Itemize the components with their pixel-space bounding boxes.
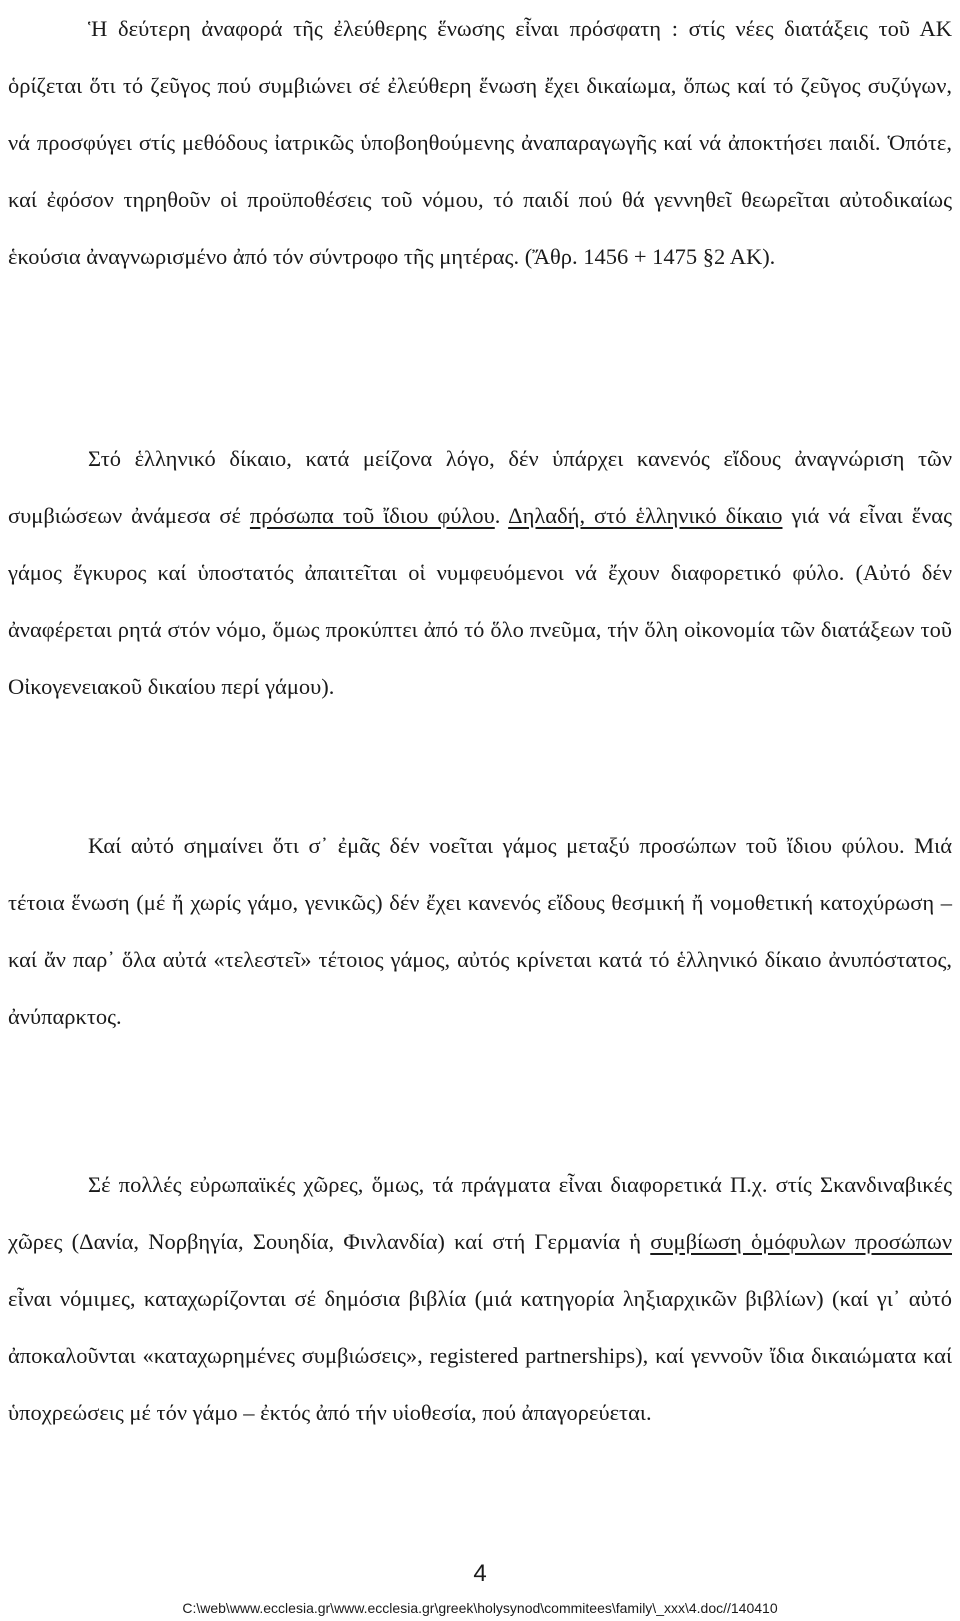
paragraph-text-part: γιά νά εἶναι ἕνας γάμος ἔγκυρος καί ὑποστατός ἀπαιτεῖται οἱ νυμφευόμενοι νά ἔχουν διαφορετικό φύλο. (Αὐτό δέν ἀναφέρεται ρητά στόν νόμο, ὅμως προκύπτει ἀπό τό ὅλο πνεῦμα, τήν ὅλη οἰκονομία τῶν διατάξεων τοῦ Οἰκογενειακοῦ δικαίου περί γάμου). bbox=[8, 503, 953, 699]
paragraph-text-part: . bbox=[494, 503, 509, 528]
page-number: 4 bbox=[473, 1560, 487, 1587]
underlined-phrase: πρόσωπα τοῦ ἴδιου φύλου bbox=[249, 503, 495, 528]
paragraph-european-countries bbox=[8, 1156, 952, 1441]
paragraph-marriage-meaning bbox=[8, 817, 952, 1045]
paragraph-greek-law-same-sex bbox=[8, 430, 952, 715]
underlined-phrase: συμβίωση ὁμόφυλων προσώπων bbox=[650, 1229, 952, 1254]
paragraph-text: Καί αὐτό σημαίνει ὅτι σ᾽ ἐμᾶς δέν νοεῖται γάμος μεταξύ προσώπων τοῦ ἴδιου φύλου. Μιά τέτοια ἕνωση (μέ ἤ χωρίς γάμο, γενικῶς) δέν ἔχει κανενός εἴδους θεσμική ἤ νομοθετική κατοχύρωση – καί ἄν παρ᾽ ὅλα αὐτά «τελεστεῖ» τέτοιος γάμος, αὐτός κρίνεται κατά τό ἑλληνικό δίκαιο ἀνυπόστατος, ἀνύπαρκτος. bbox=[8, 833, 952, 1029]
footer-file-path: C:\web\www.ecclesia.gr\www.ecclesia.gr\greek\holysynod\commitees\family\_xxx\4.doc//140410 bbox=[182, 1600, 778, 1616]
paragraph-text-part: Στό ἑλληνικό δίκαιο, κατά μείζονα λόγο, δέν ὑπάρχει κανενός εἴδους ἀναγνώριση τῶν συμβιώσεων ἀνάμεσα σέ bbox=[8, 446, 952, 528]
paragraph-artificial-reproduction bbox=[8, 0, 952, 285]
paragraph-text-part: Σέ πολλές εὐρωπαϊκές χῶρες, ὅμως, τά πράγματα εἶναι διαφορετικά Π.χ. στίς Σκανδιναβικές χῶρες (Δανία, Νορβηγία, Σουηδία, Φινλανδία) καί στή Γερμανία ἡ bbox=[8, 1172, 952, 1254]
paragraph-text: Ἡ δεύτερη ἀναφορά τῆς ἐλεύθερης ἕνωσης εἶναι πρόσφατη : στίς νέες διατάξεις τοῦ ΑΚ ὁρίζεται ὅτι τό ζεῦγος πού συμβιώνει σέ ἐλεύθερη ἕνωση ἔχει δικαίωμα, ὅπως καί τό ζεῦγος συζύγων, νά προσφύγει στίς μεθόδους ἰατρικῶς ὑποβοηθούμενης ἀναπαραγωγῆς καί νά ἀποκτήσει παιδί. Ὁπότε, καί ἐφόσον τηρηθοῦν οἱ προϋποθέσεις τοῦ νόμου, τό παιδί πού θά γεννηθεῖ θεωρεῖται αὐτοδικαίως ἑκούσια ἀναγνωρισμένο ἀπό τόν σύντροφο τῆς μητέρας. (Ἄθρ. 1456 + 1475 §2 ΑΚ). bbox=[8, 16, 952, 269]
underlined-phrase: Δηλαδή, στό ἑλληνικό δίκαιο bbox=[508, 503, 783, 528]
paragraph-text-part: εἶναι νόμιμες, καταχωρίζονται σέ δημόσια βιβλία (μιά κατηγορία ληξιαρχικῶν βιβλίων) (καί γι᾽ αὐτό ἀποκαλοῦνται «καταχωρημένες συμβιώσεις», registered partnerships), καί γεννοῦν ἴδια δικαιώματα καί ὑποχρεώσεις μέ τόν γάμο – ἐκτός ἀπό τήν υἱοθεσία, πού ἀπαγορεύεται. bbox=[8, 1286, 952, 1425]
